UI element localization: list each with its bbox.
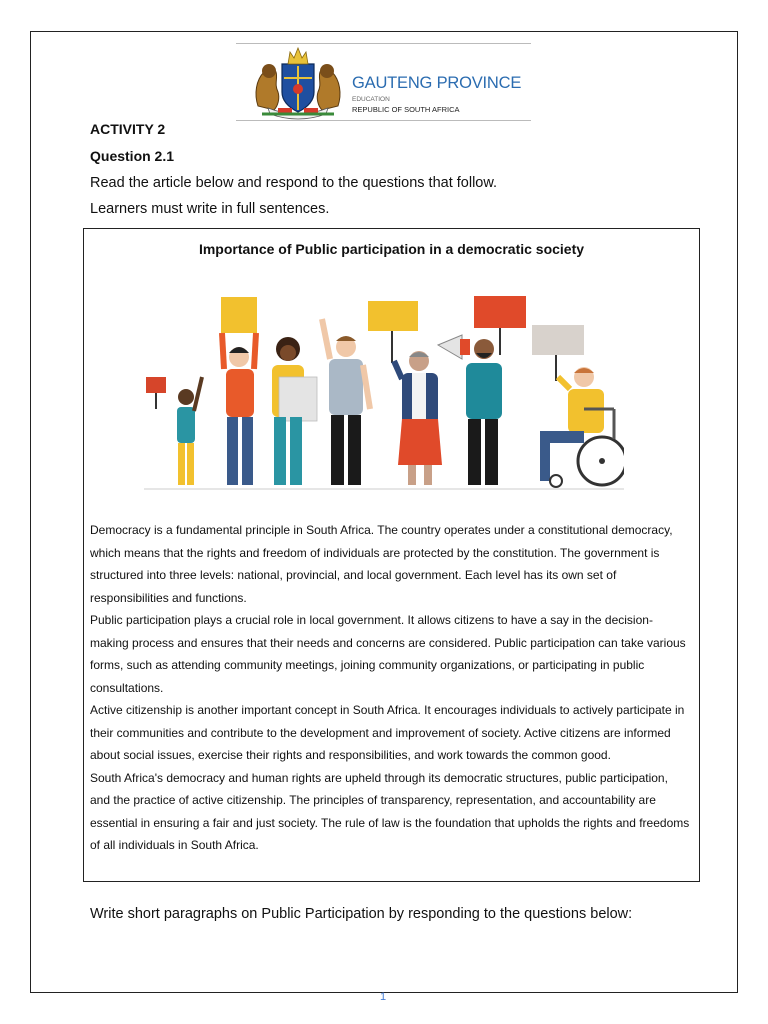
question-heading: Question 2.1 xyxy=(90,148,175,164)
logo-subtitle-country: REPUBLIC OF SOUTH AFRICA xyxy=(352,105,460,114)
article-paragraph: Democracy is a fundamental principle in South Africa. The country operates under a constitutional democracy, which means that the rights and freedom of individuals are protected by the constitution. The government is structured into three levels: national, provincial, and local government. Each level has its own set of responsibilities and functions. xyxy=(90,523,673,605)
article-paragraph: South Africa's democracy and human rights are upheld through its democratic structures, public participation, and the practice of active citizenship. The principles of transparency, representation, and accountability are essential in ensuring a fair and just society. The rule of law is the foundation that upholds the rights and freedoms of all individuals in South Africa. xyxy=(90,770,690,852)
page-number: 1 xyxy=(380,991,387,1003)
instruction-read: Read the article below and respond to the questions that follow. xyxy=(90,175,498,191)
article-paragraph: Active citizenship is another important concept in South Africa. It encourages individuals to actively participate in their communities and contribute to the development and improvement of society. Active citizens are informed about social issues, exercise their rights and responsibilities, and work towards the common good. xyxy=(90,703,685,762)
article-box xyxy=(83,228,700,882)
logo-subtitle-education: EDUCATION xyxy=(352,96,390,103)
logo-title: GAUTENG PROVINCE xyxy=(352,74,522,92)
coat-of-arms-icon xyxy=(248,44,348,120)
protest-illustration xyxy=(144,269,624,494)
article-paragraph: Public participation plays a crucial role in local government. It allows citizens to have a say in the decision-making process and ensures that their needs and concerns are considered. Public participation can take various forms, such as attending community meetings, joining community organizations, or participating in public consultations. xyxy=(90,613,686,695)
article-body xyxy=(90,519,690,857)
activity-heading: ACTIVITY 2 xyxy=(90,121,166,137)
instruction-full-sentences: Learners must write in full sentences. xyxy=(90,201,330,217)
article-title: Importance of Public participation in a democratic society xyxy=(198,241,585,257)
gauteng-logo xyxy=(236,43,531,121)
writing-prompt: Write short paragraphs on Public Participation by responding to the questions below: xyxy=(90,906,633,922)
